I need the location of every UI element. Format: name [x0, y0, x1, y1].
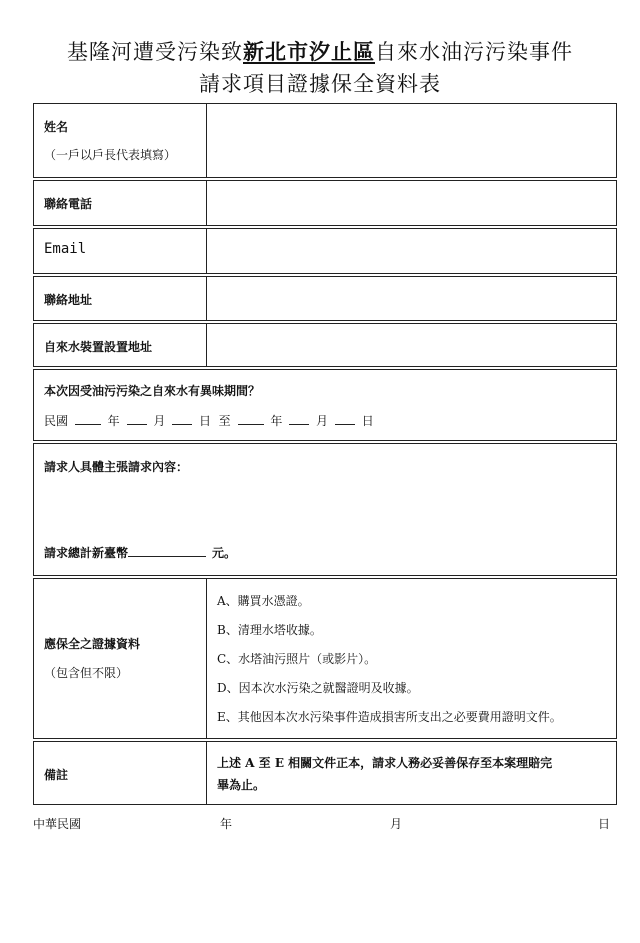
- evidence-label-cell: [33, 578, 207, 739]
- footer-era: 中華民國: [33, 817, 82, 831]
- start-year-blank[interactable]: [75, 413, 101, 425]
- name-label: 姓名: [44, 120, 69, 134]
- period-cell: [33, 369, 617, 441]
- end-year-blank[interactable]: [238, 413, 264, 425]
- end-day-unit: 日: [361, 414, 374, 428]
- name-label-cell: [33, 103, 207, 178]
- name-note: （一戶以戶長代表填寫）: [44, 148, 177, 162]
- remarks-text-cell: [206, 741, 617, 805]
- claim-total-prefix: 請求總計新臺幣: [44, 546, 129, 560]
- evidence-item-a: A、購買水憑證。: [217, 594, 310, 608]
- claim-label: 請求人具體主張請求內容：: [44, 460, 189, 474]
- start-month-blank[interactable]: [127, 413, 147, 425]
- end-day-blank[interactable]: [335, 413, 355, 425]
- phone-label: 聯絡電話: [44, 197, 93, 211]
- claim-cell[interactable]: [33, 443, 617, 576]
- evidence-list-cell: [206, 578, 617, 739]
- remarks-line1: 上述 A 至 E 相關文件正本，請求人務必妥善保存至本案理賠完: [217, 756, 553, 770]
- remarks-line2: 畢為止。: [217, 778, 266, 792]
- start-day-blank[interactable]: [172, 413, 192, 425]
- phone-label-cell: [33, 180, 207, 226]
- title-suffix: 自來水油污污染事件: [375, 40, 573, 64]
- email-label-cell: [33, 228, 207, 274]
- title-district: 新北市汐止區: [243, 39, 375, 64]
- device-address-label: 自來水裝置設置地址: [44, 340, 153, 354]
- end-month-unit: 月: [316, 414, 329, 428]
- claim-total-suffix: 元。: [212, 546, 237, 560]
- document-title-line2: 請求項目證據保全資料表: [199, 72, 441, 96]
- period-range: [44, 412, 374, 429]
- name-field[interactable]: [206, 103, 617, 178]
- footer-day: 日: [598, 817, 611, 831]
- evidence-item-d: D、因本次水污染之就醫證明及收據。: [217, 681, 419, 695]
- claim-amount-blank[interactable]: [128, 545, 206, 557]
- remarks-label-cell: [33, 741, 207, 805]
- end-year-unit: 年: [270, 414, 283, 428]
- phone-field[interactable]: [206, 180, 617, 226]
- email-field[interactable]: [206, 228, 617, 274]
- start-year-unit: 年: [107, 414, 120, 428]
- remarks-label: 備註: [44, 768, 69, 782]
- address-label: 聯絡地址: [44, 293, 93, 307]
- end-month-blank[interactable]: [289, 413, 309, 425]
- start-month-unit: 月: [153, 414, 166, 428]
- footer-month: 月: [390, 817, 403, 831]
- address-field[interactable]: [206, 276, 617, 321]
- document-title-line1: [0, 38, 640, 66]
- evidence-item-b: B、清理水塔收據。: [217, 623, 322, 637]
- evidence-item-e: E、其他因本次水污染事件造成損害所支出之必要費用證明文件。: [217, 710, 562, 724]
- footer-year: 年: [220, 817, 233, 831]
- device-address-field[interactable]: [206, 323, 617, 367]
- address-label-cell: [33, 276, 207, 321]
- evidence-note: （包含但不限）: [44, 666, 129, 680]
- title-prefix: 基隆河遭受污染致: [67, 40, 243, 64]
- period-question: 本次因受油污污染之自來水有異味期間？: [44, 384, 261, 398]
- device-address-label-cell: [33, 323, 207, 367]
- start-day-unit: 日: [199, 414, 212, 428]
- claim-total: [44, 544, 236, 561]
- email-label: Email: [44, 241, 87, 257]
- evidence-item-c: C、水塔油污照片（或影片）。: [217, 652, 377, 666]
- evidence-label: 應保全之證據資料: [44, 637, 141, 651]
- period-era: 民國: [44, 414, 69, 428]
- period-to: 至: [218, 414, 231, 428]
